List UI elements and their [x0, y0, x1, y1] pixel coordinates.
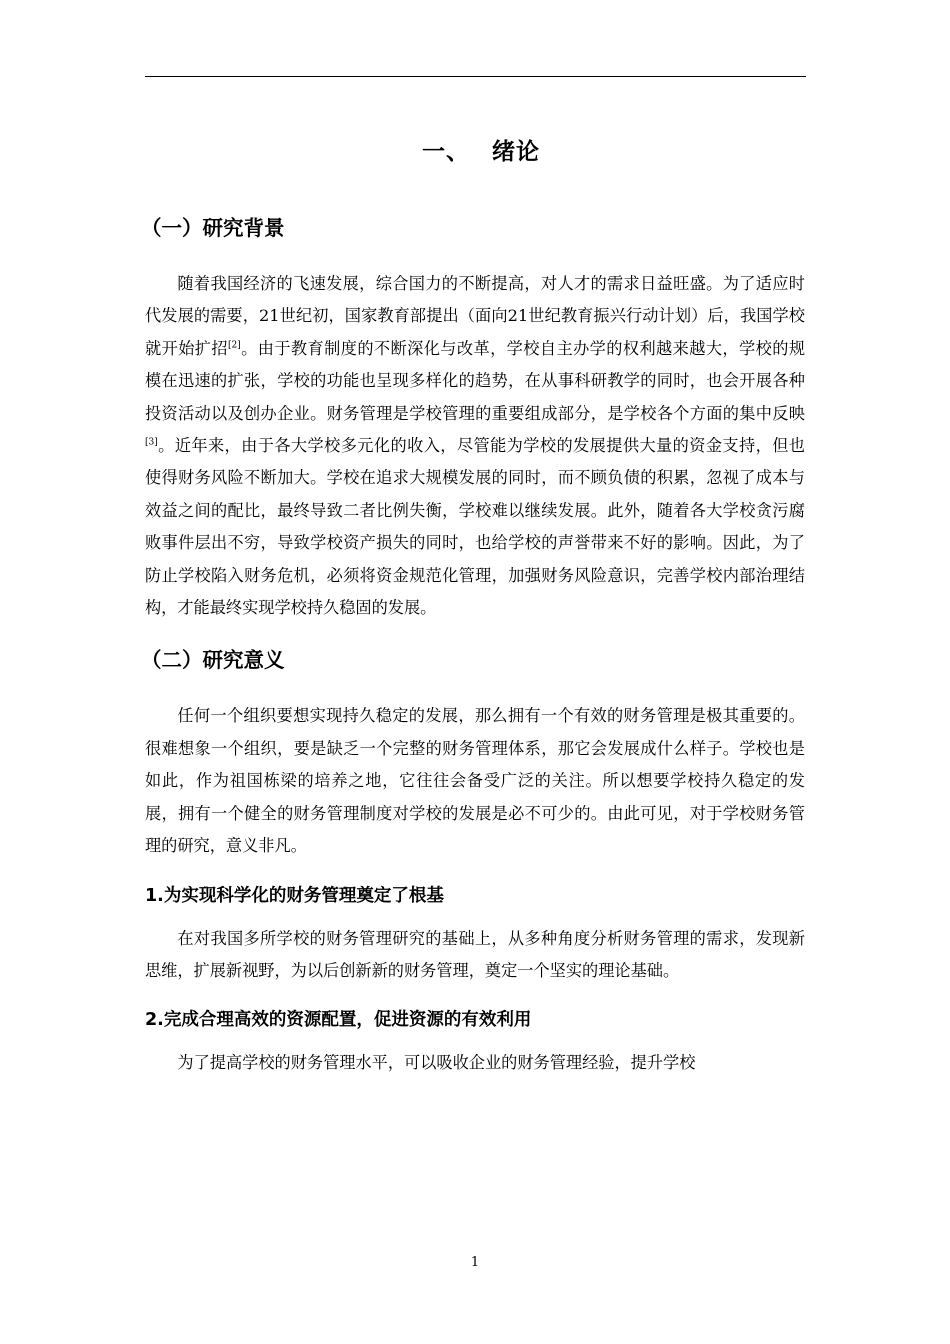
- background-text-part3: 。近年来，由于各大学校多元化的收入，尽管能为学校的发展提供大量的资金支持，但也使得财务风险不断加大。学校在追求大规模发展的同时，而不顾负债的积累，忽视了成本与效益之间的配比，最终导致二者比例失衡，学校难以继续发展。此外，随着各大学校贪污腐败事件层出不穷，导致学校资产损失的同时，也给学校的声誉带来不好的影响。因此，为了防止学校陷入财务危机，必须将资金规范化管理，加强财务风险意识，完善学校内部治理结构，才能最终实现学校持久稳固的发展。: [145, 436, 805, 618]
- section-title-significance: （二）研究意义: [141, 648, 285, 673]
- background-paragraph: [145, 268, 805, 624]
- citation-ref: [3]: [145, 437, 158, 448]
- page-number: 1: [470, 1255, 480, 1270]
- background-text-part1: 随着我国经济的飞速发展，综合国力的不断提高，对人才的需求日益旺盛。为了适应时代发展的需要，21世纪初，国家教育部提出（面向21世纪教育振兴行动计划）后，我国学校就开始扩招: [145, 274, 805, 358]
- chapter-number: 一、: [422, 139, 470, 165]
- section-title-background: （一）研究背景: [141, 216, 285, 240]
- subsection-2-paragraph: 为了提高学校的财务管理水平，可以吸收企业的财务管理经验，提升学校: [177, 1053, 696, 1073]
- citation-ref: [2]: [227, 340, 241, 351]
- chapter-name: 绪论: [492, 139, 540, 165]
- subsection-title-2: 2.完成合理高效的资源配置，促进资源的有效利用: [145, 1010, 532, 1031]
- chapter-title: [145, 128, 817, 176]
- subsection-title-1: 1.为实现科学化的财务管理奠定了根基: [145, 885, 444, 906]
- page-content: [141, 128, 817, 1096]
- header-rule: [145, 76, 806, 77]
- background-text-part2: 。由于教育制度的不断深化与改革，学校自主办学的权利越来越大，学校的规模在迅速的扩张，学校的功能也呈现多样化的趋势，在从事科研教学的同时，也会开展各种投资活动以及创办企业。财务管理是学校管理的重要组成部分，是学校各个方面的集中反映: [145, 338, 806, 423]
- subsection-1-paragraph: 在对我国多所学校的财务管理研究的基础上，从多种角度分析财务管理的需求，发现新思维，扩展新视野，为以后创新新的财务管理，奠定一个坚实的理论基础。: [145, 928, 805, 980]
- significance-paragraph: 任何一个组织要想实现持久稳定的发展，那么拥有一个有效的财务管理是极其重要的。很难想象一个组织，要是缺乏一个完整的财务管理体系，那它会发展成什么样子。学校也是如此，作为祖国栋梁的培养之地，它往往会备受广泛的关注。所以想要学校持久稳定的发展，拥有一个健全的财务管理制度对学校的发展是必不可少的。由此可见，对于学校财务管理的研究，意义非凡。: [145, 706, 805, 856]
